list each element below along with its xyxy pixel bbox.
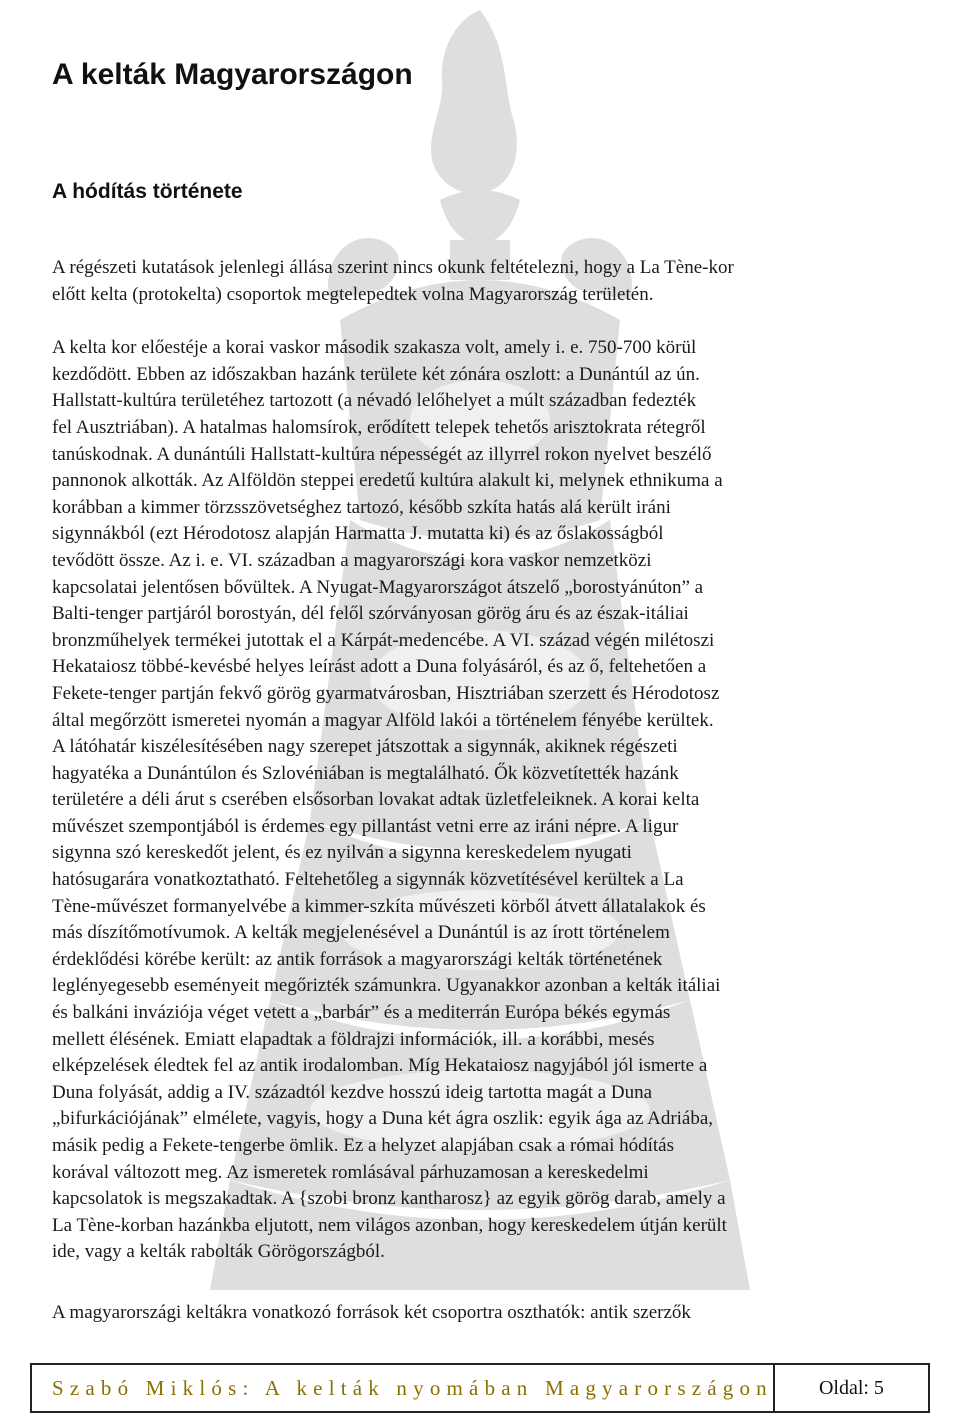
text-line: Tène-művészet formanyelvébe a kimmer-szkíta művészeti körből átvett állatalakok és [52, 895, 706, 917]
text-line: által megőrzött ismeretei nyomán a magyar Alföld lakói a történelem fényébe kerültek. [52, 709, 714, 731]
paragraph-3 [52, 1300, 912, 1327]
page-footer [30, 1363, 930, 1413]
text-line: mellett élésének. Emiatt elapadtak a földrajzi információk, ill. a korábbi, mesés [52, 1028, 655, 1050]
text-line: A magyarországi keltákra vonatkozó források két csoportra oszthatók: antik szerzők [52, 1301, 691, 1323]
section-heading: A hódítás története [52, 180, 243, 203]
text-line: hatósugarára vonatkoztatható. Feltehetőleg a sigynnák közvetítésével kerültek a La [52, 869, 684, 891]
text-line: Balti-tenger partjáról borostyán, dél felől szórványosan görög áru és az észak-itáliai [52, 603, 689, 625]
text-line: A régészeti kutatások jelenlegi állása szerint nincs okunk feltételezni, hogy a La Tène-kor [52, 257, 734, 278]
text-line: elképzelések éledtek fel az antik irodalomban. Míg Hekataiosz nagyjából jól ismerte a [52, 1055, 708, 1077]
text-line: Hekataiosz többé-kevésbé helyes leírást adott a Duna folyásáról, és az ő, feltehetően a [52, 656, 707, 678]
text-line: A látóhatár kiszélesítésében nagy szerepet játszottak a sigynnák, akiknek régészeti [52, 736, 678, 758]
text-line: leglényegesebb eseményeit megőrizték számunkra. Ugyanakkor azonban a kelták itáliai [52, 975, 721, 997]
text-line: kapcsolatai jelentősen bővültek. A Nyugat-Magyarországot átszelő „borostyánúton” a [52, 576, 704, 598]
footer-running-title: Szabó Miklós: A kelták nyomában Magyarországon [52, 1375, 773, 1400]
text-line: és balkáni inváziója véget vetett a „barbár” és a mediterrán Európa békés egymás [52, 1002, 671, 1024]
text-line: korábban a kimmer törzsszövetséghez tartozó, később szkíta hatás alá került iráni [52, 496, 671, 518]
text-line: sigynna szó kereskedőt jelent, és ez nyilván a sigynna kereskedelem nyugati [52, 842, 632, 864]
text-line: más díszítőmotívumok. A kelták megjelenésével a Dunántúl is az írott történelem [52, 922, 670, 944]
text-line: „bifurkációjának” elmélete, vagyis, hogy a Duna két ágra oszlik: egyik ága az Adriába, [52, 1108, 714, 1130]
text-line: Duna folyását, addig a IV. századtól kezdve hosszú ideig tartotta magát a Duna [52, 1081, 653, 1103]
text-line: területére a déli árut s cserében elsősorban lovakat adtak üzletfeleiknek. A korai kelta [52, 789, 700, 811]
text-line: művészet szempontjából is érdemes egy pillantást vetni erre az iráni népre. A ligur [52, 815, 679, 837]
text-line: tanúskodnak. A dunántúli Hallstatt-kultúra népességét az illyrrel rokon nyelvet beszélő [52, 443, 712, 465]
text-line: tevődött össze. Az i. e. VI. században a magyarországi kora vaskor nemzetközi [52, 549, 652, 571]
text-line: érdeklődési körébe került: az antik források a magyarországi kelták történetének [52, 948, 663, 970]
text-line: kapcsolatok is megszakadtak. A {szobi bronz kantharosz} az egyik görög darab, amely a [52, 1188, 726, 1210]
text-line: A kelta kor előestéje a korai vaskor második szakasza volt, amely i. e. 750-700 körül [52, 337, 697, 359]
document-title: A kelták Magyarországon [52, 58, 413, 91]
text-line: bronzműhelyek termékei jutottak el a Kárpát-medencébe. A VI. század végén milétoszi [52, 629, 715, 651]
paragraph-1 [52, 255, 912, 308]
text-line: előtt kelta (protokelta) csoportok megtelepedtek volna Magyarország területén. [52, 283, 654, 305]
text-line: korával változott meg. Az ismeretek romlásával párhuzamosan a kereskedelmi [52, 1161, 649, 1183]
text-line: pannonok alkották. Az Alföldön steppei eredetű kultúra alakult ki, melynek ethnikuma a [52, 470, 723, 492]
page-number: Oldal: 5 [773, 1365, 928, 1411]
text-line: kezdődött. Ebben az időszakban hazánk területe két zónára oszlott: a Dunántúl az ún. [52, 363, 700, 385]
text-line: másik pedig a Fekete-tengerbe ömlik. Ez a helyzet alapjában csak a római hódítás [52, 1135, 675, 1156]
text-line: sigynnákból (ezt Hérodotosz alapján Harmatta J. mutatta ki) és az őslakosságból [52, 523, 664, 545]
text-line: Hallstatt-kultúra területéhez tartozott (a névadó lelőhelyet a múlt században fedezték [52, 390, 697, 412]
text-line: hagyatéka a Dunántúlon és Szlovéniában is megtalálható. Ők közvetítették hazánk [52, 762, 679, 784]
text-line: ide, vagy a kelták rabolták Görögországból. [52, 1241, 385, 1263]
body-text [52, 255, 912, 1327]
text-line: fel Ausztriában). A hatalmas halomsírok, erődített telepek tehetős arisztokrata rétegről [52, 416, 706, 438]
paragraph-2 [52, 335, 912, 1266]
text-line: La Tène-korban hazánkba eljutott, nem világos azonban, hogy kereskedelem útján került [52, 1214, 727, 1236]
text-line: Fekete-tenger partján fekvő görög gyarmatvárosban, Hisztriában szerzett és Hérodotosz [52, 682, 720, 704]
